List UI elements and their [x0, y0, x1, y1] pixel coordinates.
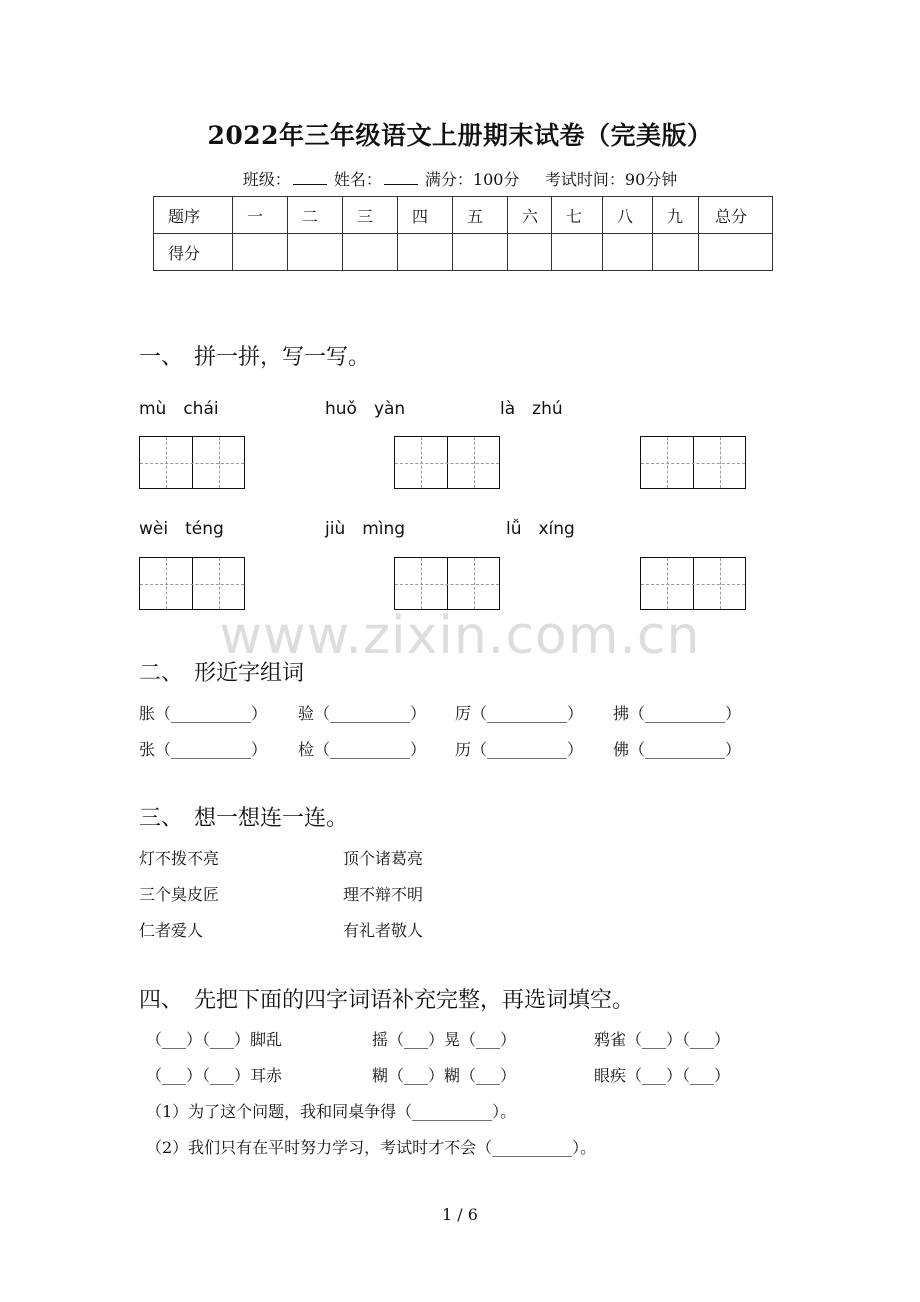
- idiom-blank[interactable]: （___）（___）耳赤: [146, 1066, 283, 1085]
- writing-grid[interactable]: [394, 557, 500, 610]
- pinyin-label: wèi téng: [139, 519, 224, 539]
- header-cell: 七: [552, 197, 603, 234]
- header-cell: 二: [288, 197, 343, 234]
- score-cell[interactable]: [398, 234, 453, 271]
- word-blank[interactable]: 厉（__________）: [455, 704, 584, 723]
- score-table: [153, 196, 773, 271]
- match-left-item[interactable]: 三个臭皮匠: [139, 885, 220, 904]
- pinyin-label: lǚ xíng: [506, 519, 575, 539]
- section3-title: 三、 想一想连一连。: [139, 806, 349, 831]
- word-blank[interactable]: 检（__________）: [298, 740, 427, 759]
- score-cell[interactable]: [603, 234, 653, 271]
- section1-title: 一、 拼一拼，写一写。: [139, 345, 371, 370]
- writing-grid[interactable]: [139, 436, 245, 489]
- idiom-blank[interactable]: 糊（___）糊（___）: [372, 1066, 517, 1085]
- score-cell[interactable]: [233, 234, 288, 271]
- header-cell: 六: [508, 197, 552, 234]
- page-title: 2022年三年级语文上册期末试卷（完美版）: [207, 121, 713, 150]
- score-cell[interactable]: [699, 234, 773, 271]
- header-cell: 八: [603, 197, 653, 234]
- name-label: 姓名：: [333, 170, 382, 189]
- match-right-item[interactable]: 理不辩不明: [343, 885, 424, 904]
- pinyin-label: jiù mìng: [325, 519, 406, 539]
- section4-title: 四、 先把下面的四字词语补充完整，再选词填空。: [139, 988, 635, 1013]
- score-cell[interactable]: [343, 234, 398, 271]
- class-label: 班级：: [242, 170, 291, 189]
- score-cell[interactable]: [453, 234, 508, 271]
- match-left-item[interactable]: 仁者爱人: [139, 921, 204, 940]
- idiom-blank[interactable]: 眼疾（___）（___）: [594, 1066, 731, 1085]
- idiom-blank[interactable]: （___）（___）脚乱: [146, 1030, 283, 1049]
- watermark: www.zixin.com.cn: [219, 606, 701, 666]
- word-blank[interactable]: 验（__________）: [298, 704, 427, 723]
- section2-title: 二、 形近字组词: [139, 661, 305, 686]
- score-table-header: [154, 197, 773, 234]
- word-blank[interactable]: 佛（__________）: [613, 740, 742, 759]
- fill-question[interactable]: （1）为了这个问题，我和同桌争得（__________）。: [146, 1102, 517, 1121]
- exam-info: [0, 167, 920, 190]
- word-blank[interactable]: 历（__________）: [455, 740, 584, 759]
- idiom-blank[interactable]: 摇（___）晃（___）: [372, 1030, 517, 1049]
- pinyin-label: là zhú: [500, 399, 563, 419]
- header-cell: 一: [233, 197, 288, 234]
- score-cell[interactable]: [288, 234, 343, 271]
- full-score: 满分：100分: [424, 170, 520, 189]
- class-blank[interactable]: [293, 172, 327, 185]
- match-right-item[interactable]: 有礼者敬人: [343, 921, 424, 940]
- word-blank[interactable]: 拂（__________）: [613, 704, 742, 723]
- name-blank[interactable]: [384, 172, 418, 185]
- header-cell: 四: [398, 197, 453, 234]
- writing-grid[interactable]: [139, 557, 245, 610]
- writing-grid[interactable]: [394, 436, 500, 489]
- match-right-item[interactable]: 顶个诸葛亮: [343, 849, 424, 868]
- page-number: 1 / 6: [442, 1205, 478, 1224]
- exam-time: 考试时间：90分钟: [544, 170, 678, 189]
- pinyin-label: mù chái: [139, 399, 219, 419]
- word-blank[interactable]: 胀（__________）: [139, 704, 268, 723]
- header-cell: 三: [343, 197, 398, 234]
- writing-grid[interactable]: [640, 557, 746, 610]
- header-cell: 总分: [699, 197, 773, 234]
- score-cell[interactable]: [653, 234, 699, 271]
- score-cell[interactable]: [552, 234, 603, 271]
- row-label: 得分: [154, 234, 233, 271]
- match-left-item[interactable]: 灯不拨不亮: [139, 849, 220, 868]
- writing-grid[interactable]: [640, 436, 746, 489]
- score-table-row: [154, 234, 773, 271]
- idiom-blank[interactable]: 鸦雀（___）（___）: [594, 1030, 731, 1049]
- header-cell: 题序: [154, 197, 233, 234]
- header-cell: 五: [453, 197, 508, 234]
- score-cell[interactable]: [508, 234, 552, 271]
- header-cell: 九: [653, 197, 699, 234]
- pinyin-label: huǒ yàn: [325, 399, 406, 419]
- word-blank[interactable]: 张（__________）: [139, 740, 268, 759]
- fill-question[interactable]: （2）我们只有在平时努力学习，考试时才不会（__________）。: [146, 1138, 597, 1157]
